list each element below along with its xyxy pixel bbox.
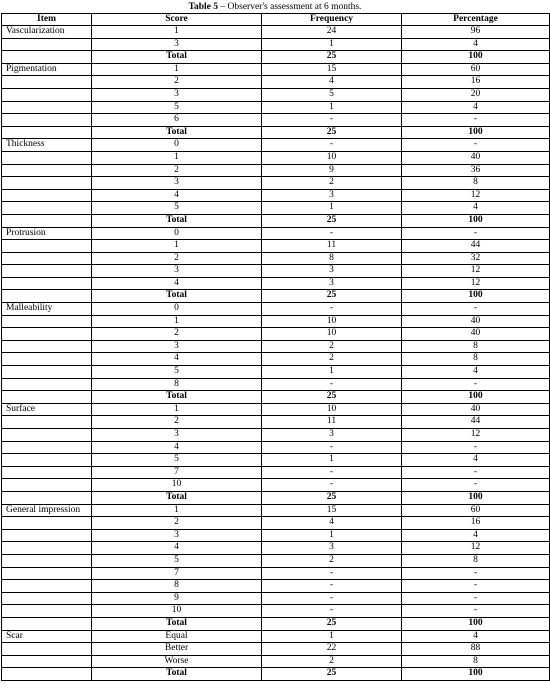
table-row bbox=[2, 164, 550, 177]
percentage-cell: 16 bbox=[402, 76, 550, 89]
total-percentage: 100 bbox=[402, 126, 550, 139]
item-cell: General impression bbox=[2, 504, 92, 517]
frequency-cell: 1 bbox=[262, 454, 402, 467]
frequency-cell: - bbox=[262, 227, 402, 240]
item-cell bbox=[2, 328, 92, 341]
score-cell: 1 bbox=[92, 504, 262, 517]
table-row bbox=[2, 76, 550, 89]
table-row bbox=[2, 340, 550, 353]
header-row bbox=[2, 14, 550, 26]
percentage-cell: 40 bbox=[402, 328, 550, 341]
percentage-cell: 44 bbox=[402, 416, 550, 429]
table-body bbox=[2, 26, 550, 681]
header-percentage: Percentage bbox=[402, 14, 550, 26]
score-cell: 3 bbox=[92, 429, 262, 442]
total-percentage: 100 bbox=[402, 668, 550, 681]
frequency-cell: 22 bbox=[262, 643, 402, 656]
percentage-cell: 60 bbox=[402, 63, 550, 76]
total-label: Total bbox=[92, 617, 262, 630]
frequency-cell: 10 bbox=[262, 403, 402, 416]
frequency-cell: 2 bbox=[262, 554, 402, 567]
score-cell: 2 bbox=[92, 416, 262, 429]
percentage-cell: 8 bbox=[402, 353, 550, 366]
table-row bbox=[2, 479, 550, 492]
table-row bbox=[2, 265, 550, 278]
item-cell bbox=[2, 290, 92, 303]
table-row bbox=[2, 542, 550, 555]
item-cell bbox=[2, 315, 92, 328]
score-cell: 5 bbox=[92, 101, 262, 114]
item-cell bbox=[2, 101, 92, 114]
percentage-cell: - bbox=[402, 592, 550, 605]
table-row bbox=[2, 403, 550, 416]
score-cell: 4 bbox=[92, 277, 262, 290]
table-row bbox=[2, 592, 550, 605]
frequency-cell: 1 bbox=[262, 202, 402, 215]
percentage-cell: 8 bbox=[402, 177, 550, 190]
table-row bbox=[2, 429, 550, 442]
total-row bbox=[2, 491, 550, 504]
item-cell bbox=[2, 580, 92, 593]
total-row bbox=[2, 290, 550, 303]
table-row bbox=[2, 277, 550, 290]
total-row bbox=[2, 668, 550, 681]
score-cell: 1 bbox=[92, 26, 262, 39]
score-cell: 2 bbox=[92, 517, 262, 530]
table-row bbox=[2, 630, 550, 643]
frequency-cell: 15 bbox=[262, 63, 402, 76]
item-cell bbox=[2, 416, 92, 429]
score-cell: 10 bbox=[92, 605, 262, 618]
percentage-cell: 12 bbox=[402, 265, 550, 278]
table-row bbox=[2, 580, 550, 593]
item-cell bbox=[2, 643, 92, 656]
score-cell: 0 bbox=[92, 139, 262, 152]
score-cell: 9 bbox=[92, 592, 262, 605]
score-cell: 5 bbox=[92, 366, 262, 379]
frequency-cell: - bbox=[262, 567, 402, 580]
total-label: Total bbox=[92, 214, 262, 227]
score-cell: 3 bbox=[92, 177, 262, 190]
item-cell: Surface bbox=[2, 403, 92, 416]
score-cell: Equal bbox=[92, 630, 262, 643]
item-cell: Vascularization bbox=[2, 26, 92, 39]
item-cell bbox=[2, 605, 92, 618]
score-cell: 6 bbox=[92, 114, 262, 127]
item-cell bbox=[2, 88, 92, 101]
item-cell bbox=[2, 479, 92, 492]
frequency-cell: 1 bbox=[262, 529, 402, 542]
percentage-cell: - bbox=[402, 303, 550, 316]
score-cell: 3 bbox=[92, 529, 262, 542]
table-row bbox=[2, 328, 550, 341]
percentage-cell: 4 bbox=[402, 101, 550, 114]
item-cell bbox=[2, 265, 92, 278]
total-frequency: 25 bbox=[262, 391, 402, 404]
score-cell: 3 bbox=[92, 265, 262, 278]
score-cell: 1 bbox=[92, 315, 262, 328]
percentage-cell: - bbox=[402, 227, 550, 240]
table-row bbox=[2, 26, 550, 39]
item-cell: Malleability bbox=[2, 303, 92, 316]
percentage-cell: 4 bbox=[402, 454, 550, 467]
frequency-cell: 3 bbox=[262, 265, 402, 278]
item-cell bbox=[2, 429, 92, 442]
table-row bbox=[2, 416, 550, 429]
table-row bbox=[2, 252, 550, 265]
total-row bbox=[2, 214, 550, 227]
table-row bbox=[2, 366, 550, 379]
table-row bbox=[2, 567, 550, 580]
score-cell: 3 bbox=[92, 38, 262, 51]
total-percentage: 100 bbox=[402, 214, 550, 227]
score-cell: 3 bbox=[92, 340, 262, 353]
table-row bbox=[2, 303, 550, 316]
item-cell bbox=[2, 466, 92, 479]
frequency-cell: - bbox=[262, 114, 402, 127]
frequency-cell: 10 bbox=[262, 315, 402, 328]
header-frequency: Frequency bbox=[262, 14, 402, 26]
percentage-cell: - bbox=[402, 605, 550, 618]
frequency-cell: 2 bbox=[262, 353, 402, 366]
percentage-cell: 8 bbox=[402, 554, 550, 567]
score-cell: 1 bbox=[92, 240, 262, 253]
item-cell: Protrusion bbox=[2, 227, 92, 240]
item-cell bbox=[2, 51, 92, 64]
total-frequency: 25 bbox=[262, 668, 402, 681]
total-frequency: 25 bbox=[262, 617, 402, 630]
percentage-cell: 40 bbox=[402, 315, 550, 328]
score-cell: 4 bbox=[92, 189, 262, 202]
table-row bbox=[2, 353, 550, 366]
table-caption bbox=[1, 1, 549, 13]
table-row bbox=[2, 554, 550, 567]
percentage-cell: - bbox=[402, 139, 550, 152]
total-label: Total bbox=[92, 290, 262, 303]
percentage-cell: - bbox=[402, 466, 550, 479]
table-row bbox=[2, 240, 550, 253]
score-cell: 3 bbox=[92, 88, 262, 101]
item-cell bbox=[2, 353, 92, 366]
item-cell bbox=[2, 240, 92, 253]
percentage-cell: 8 bbox=[402, 340, 550, 353]
frequency-cell: 3 bbox=[262, 429, 402, 442]
score-cell: 5 bbox=[92, 554, 262, 567]
item-cell bbox=[2, 592, 92, 605]
frequency-cell: 5 bbox=[262, 88, 402, 101]
score-cell: 5 bbox=[92, 202, 262, 215]
percentage-cell: 40 bbox=[402, 403, 550, 416]
frequency-cell: - bbox=[262, 479, 402, 492]
table-row bbox=[2, 466, 550, 479]
table-row bbox=[2, 177, 550, 190]
item-cell bbox=[2, 391, 92, 404]
score-cell: 2 bbox=[92, 328, 262, 341]
total-label: Total bbox=[92, 668, 262, 681]
item-cell bbox=[2, 38, 92, 51]
percentage-cell: 12 bbox=[402, 189, 550, 202]
total-row bbox=[2, 51, 550, 64]
total-frequency: 25 bbox=[262, 290, 402, 303]
total-percentage: 100 bbox=[402, 290, 550, 303]
item-cell bbox=[2, 542, 92, 555]
frequency-cell: 3 bbox=[262, 277, 402, 290]
table-row bbox=[2, 454, 550, 467]
score-cell: 8 bbox=[92, 580, 262, 593]
item-cell bbox=[2, 76, 92, 89]
score-cell: Better bbox=[92, 643, 262, 656]
assessment-table bbox=[1, 13, 550, 681]
table-row bbox=[2, 378, 550, 391]
item-cell: Thickness bbox=[2, 139, 92, 152]
percentage-cell: 88 bbox=[402, 643, 550, 656]
total-percentage: 100 bbox=[402, 617, 550, 630]
percentage-cell: 32 bbox=[402, 252, 550, 265]
frequency-cell: 10 bbox=[262, 151, 402, 164]
frequency-cell: - bbox=[262, 139, 402, 152]
item-cell bbox=[2, 378, 92, 391]
table-row bbox=[2, 151, 550, 164]
score-cell: 7 bbox=[92, 466, 262, 479]
table-row bbox=[2, 504, 550, 517]
frequency-cell: - bbox=[262, 580, 402, 593]
item-cell: Pigmentation bbox=[2, 63, 92, 76]
percentage-cell: 4 bbox=[402, 38, 550, 51]
table-row bbox=[2, 202, 550, 215]
item-cell bbox=[2, 177, 92, 190]
frequency-cell: 4 bbox=[262, 517, 402, 530]
score-cell: 4 bbox=[92, 542, 262, 555]
total-row bbox=[2, 126, 550, 139]
item-cell bbox=[2, 567, 92, 580]
score-cell: 8 bbox=[92, 378, 262, 391]
table-row bbox=[2, 441, 550, 454]
item-cell bbox=[2, 202, 92, 215]
frequency-cell: 2 bbox=[262, 177, 402, 190]
frequency-cell: - bbox=[262, 605, 402, 618]
table-row bbox=[2, 88, 550, 101]
percentage-cell: 16 bbox=[402, 517, 550, 530]
frequency-cell: 1 bbox=[262, 630, 402, 643]
table-row bbox=[2, 643, 550, 656]
table-row bbox=[2, 655, 550, 668]
percentage-cell: 36 bbox=[402, 164, 550, 177]
percentage-cell: 96 bbox=[402, 26, 550, 39]
table-row bbox=[2, 315, 550, 328]
score-cell: 5 bbox=[92, 454, 262, 467]
table-row bbox=[2, 63, 550, 76]
item-cell bbox=[2, 114, 92, 127]
table-row bbox=[2, 605, 550, 618]
total-frequency: 25 bbox=[262, 126, 402, 139]
item-cell bbox=[2, 454, 92, 467]
percentage-cell: 20 bbox=[402, 88, 550, 101]
score-cell: 4 bbox=[92, 353, 262, 366]
total-label: Total bbox=[92, 126, 262, 139]
total-percentage: 100 bbox=[402, 51, 550, 64]
percentage-cell: 4 bbox=[402, 366, 550, 379]
frequency-cell: 10 bbox=[262, 328, 402, 341]
percentage-cell: - bbox=[402, 580, 550, 593]
table-row bbox=[2, 189, 550, 202]
percentage-cell: 4 bbox=[402, 529, 550, 542]
score-cell: 0 bbox=[92, 303, 262, 316]
score-cell: 2 bbox=[92, 252, 262, 265]
total-percentage: 100 bbox=[402, 391, 550, 404]
frequency-cell: 11 bbox=[262, 416, 402, 429]
table-caption-label: Table 5 bbox=[188, 2, 219, 12]
item-cell bbox=[2, 517, 92, 530]
frequency-cell: 1 bbox=[262, 101, 402, 114]
item-cell bbox=[2, 214, 92, 227]
percentage-cell: 12 bbox=[402, 277, 550, 290]
percentage-cell: 60 bbox=[402, 504, 550, 517]
item-cell bbox=[2, 668, 92, 681]
frequency-cell: 4 bbox=[262, 76, 402, 89]
frequency-cell: 11 bbox=[262, 240, 402, 253]
item-cell bbox=[2, 491, 92, 504]
score-cell: 2 bbox=[92, 76, 262, 89]
percentage-cell: 4 bbox=[402, 630, 550, 643]
frequency-cell: - bbox=[262, 303, 402, 316]
item-cell bbox=[2, 441, 92, 454]
total-label: Total bbox=[92, 51, 262, 64]
table-row bbox=[2, 529, 550, 542]
item-cell bbox=[2, 529, 92, 542]
percentage-cell: - bbox=[402, 441, 550, 454]
table-row bbox=[2, 101, 550, 114]
frequency-cell: - bbox=[262, 441, 402, 454]
percentage-cell: 8 bbox=[402, 655, 550, 668]
score-cell: 7 bbox=[92, 567, 262, 580]
table-container bbox=[1, 1, 549, 681]
item-cell bbox=[2, 277, 92, 290]
frequency-cell: 1 bbox=[262, 366, 402, 379]
item-cell bbox=[2, 126, 92, 139]
frequency-cell: - bbox=[262, 466, 402, 479]
table-row bbox=[2, 517, 550, 530]
item-cell bbox=[2, 340, 92, 353]
item-cell bbox=[2, 189, 92, 202]
score-cell: 2 bbox=[92, 164, 262, 177]
score-cell: 0 bbox=[92, 227, 262, 240]
total-frequency: 25 bbox=[262, 214, 402, 227]
total-label: Total bbox=[92, 391, 262, 404]
item-cell: Scar bbox=[2, 630, 92, 643]
frequency-cell: - bbox=[262, 378, 402, 391]
table-row bbox=[2, 38, 550, 51]
percentage-cell: - bbox=[402, 479, 550, 492]
percentage-cell: 12 bbox=[402, 429, 550, 442]
total-frequency: 25 bbox=[262, 51, 402, 64]
header-item: Item bbox=[2, 14, 92, 26]
item-cell bbox=[2, 366, 92, 379]
percentage-cell: - bbox=[402, 378, 550, 391]
score-cell: 10 bbox=[92, 479, 262, 492]
percentage-cell: 40 bbox=[402, 151, 550, 164]
percentage-cell: 12 bbox=[402, 542, 550, 555]
total-percentage: 100 bbox=[402, 491, 550, 504]
frequency-cell: 2 bbox=[262, 655, 402, 668]
percentage-cell: - bbox=[402, 114, 550, 127]
total-row bbox=[2, 617, 550, 630]
frequency-cell: 1 bbox=[262, 38, 402, 51]
item-cell bbox=[2, 655, 92, 668]
total-label: Total bbox=[92, 491, 262, 504]
frequency-cell: 2 bbox=[262, 340, 402, 353]
score-cell: 1 bbox=[92, 63, 262, 76]
item-cell bbox=[2, 617, 92, 630]
percentage-cell: - bbox=[402, 567, 550, 580]
total-frequency: 25 bbox=[262, 491, 402, 504]
item-cell bbox=[2, 252, 92, 265]
score-cell: Worse bbox=[92, 655, 262, 668]
frequency-cell: 3 bbox=[262, 189, 402, 202]
frequency-cell: 15 bbox=[262, 504, 402, 517]
frequency-cell: - bbox=[262, 592, 402, 605]
percentage-cell: 4 bbox=[402, 202, 550, 215]
score-cell: 1 bbox=[92, 403, 262, 416]
item-cell bbox=[2, 554, 92, 567]
item-cell bbox=[2, 151, 92, 164]
score-cell: 1 bbox=[92, 151, 262, 164]
header-score: Score bbox=[92, 14, 262, 26]
item-cell bbox=[2, 164, 92, 177]
table-row bbox=[2, 114, 550, 127]
table-row bbox=[2, 227, 550, 240]
percentage-cell: 44 bbox=[402, 240, 550, 253]
frequency-cell: 24 bbox=[262, 26, 402, 39]
table-caption-text: – Observer's assessment at 6 months. bbox=[218, 2, 362, 12]
frequency-cell: 9 bbox=[262, 164, 402, 177]
frequency-cell: 3 bbox=[262, 542, 402, 555]
total-row bbox=[2, 391, 550, 404]
table-row bbox=[2, 139, 550, 152]
frequency-cell: 8 bbox=[262, 252, 402, 265]
score-cell: 4 bbox=[92, 441, 262, 454]
